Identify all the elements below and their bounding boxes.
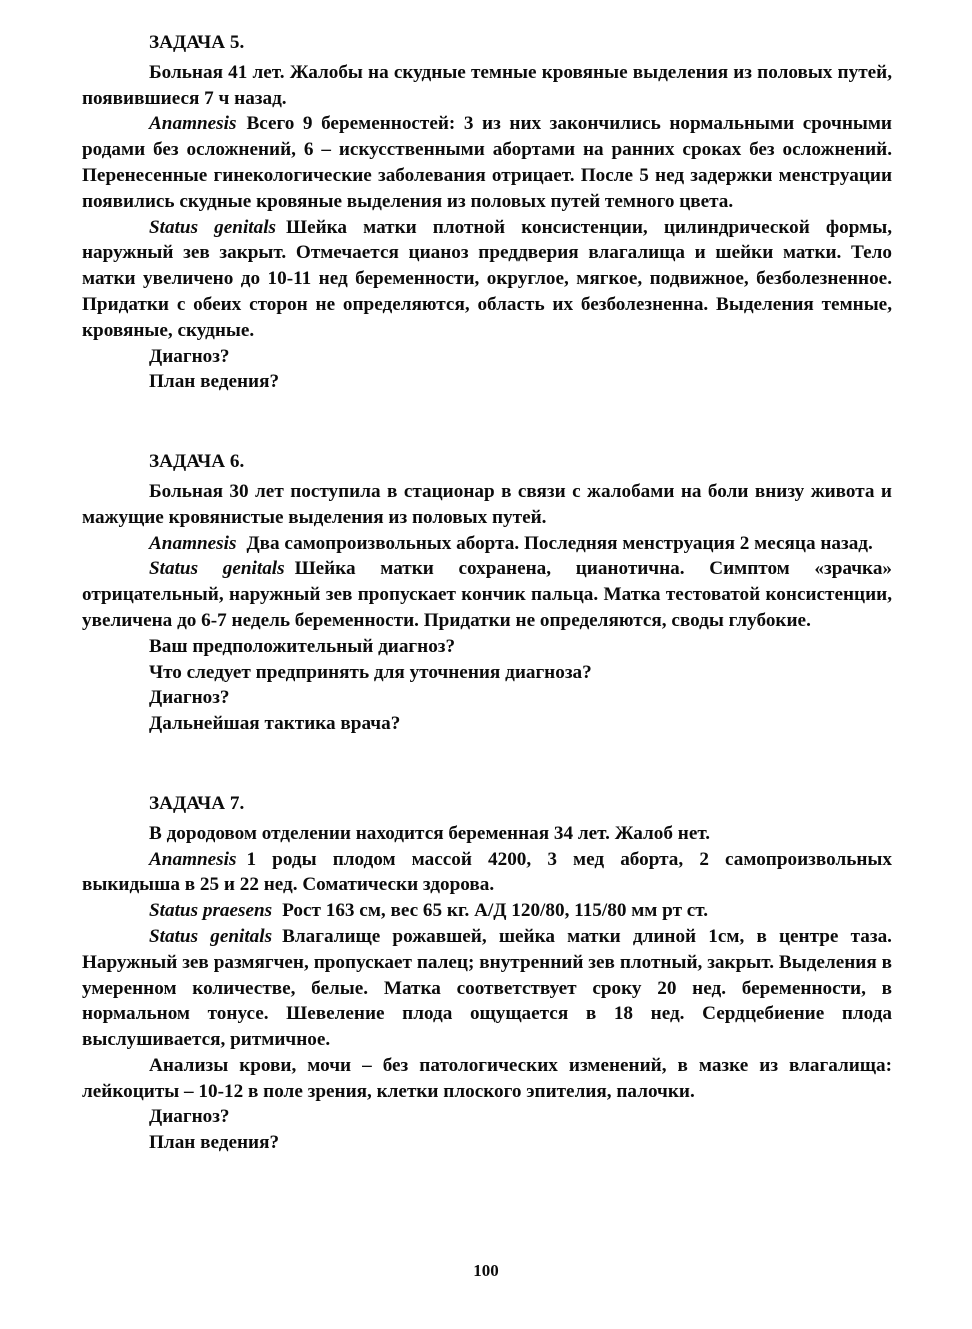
task-6 xyxy=(82,449,892,737)
task-anamnesis xyxy=(82,531,892,557)
task-question: Что следует предпринять для уточнения диагноза? xyxy=(149,661,592,683)
task-complaint xyxy=(82,479,892,531)
task-status-genitals xyxy=(82,924,892,1053)
task-question: План ведения? xyxy=(149,371,280,393)
task-question: Диагноз? xyxy=(149,1106,230,1128)
paragraph-text: Всего 9 беременностей: 3 из них закончились нормальными срочными родами без осложнений, 6 – искусственными абортами на ранних сроках без осложнений. Перенесенные гинекологические заболевания отрицает. После 5 нед задержки менструации появились скудные кровяные выделения из половых путей темного цвета. xyxy=(82,113,892,212)
paragraph-text: Рост 163 см, вес 65 кг. А/Д 120/80, 115/80 мм рт ст. xyxy=(282,900,709,922)
paragraph-text: Больная 41 лет. Жалобы на скудные темные кровяные выделения из половых путей, появившиеся 7 ч назад. xyxy=(82,61,892,109)
task-anamnesis xyxy=(82,111,892,214)
task-question: Диагноз? xyxy=(149,687,230,709)
task-question: Диагноз? xyxy=(149,345,230,367)
section-label: Status genitals xyxy=(149,216,277,238)
paragraph-text: Влагалище рожавшей, шейка матки длиной 1см, в центре таза. Наружный зев размягчен, пропускает палец; внутренний зев плотный, закрыт. Выделения в умеренном количестве, белые. Матка соответствует сроку 20 нед. беременности, в нормальном тонусе. Шевеление плода ощущается в 18 нед. Сердцебиение плода выслушивается, ритмичное. xyxy=(82,925,892,1051)
task-status-genitals xyxy=(82,556,892,633)
paragraph-text: Шейка матки сохранена, цианотична. Симптом «зрачка» отрицательный, наружный зев пропускает кончик пальца. Матка тестоватой консистенции, увеличена до 6-7 недель беременности. Придатки не определяются, своды глубокие. xyxy=(82,558,892,631)
task-status-praesens xyxy=(82,898,892,924)
task-anamnesis xyxy=(82,847,892,899)
task-status-genitals xyxy=(82,215,892,344)
paragraph-text: Шейка матки плотной консистенции, цилиндрической формы, наружный зев закрыт. Отмечается цианоз преддверия влагалища и шейки матки. Тело матки увеличено до 10-11 нед беременности, округлое, мягкое, подвижное, безболезненное. Придатки с обеих сторон не определяются, область их безболезненна. Выделения темные, кровяные, скудные. xyxy=(82,216,892,341)
section-label: Status genitals xyxy=(149,558,285,580)
paragraph-text: 1 роды плодом массой 4200, 3 мед аборта, 2 самопроизвольных выкидыша в 25 и 22 нед. Соматически здорова. xyxy=(82,848,892,896)
paragraph-text: Два самопроизвольных аборта. Последняя менструация 2 месяца назад. xyxy=(246,532,873,554)
task-7 xyxy=(82,791,892,1156)
task-complaint xyxy=(82,821,892,847)
section-label: Status genitals xyxy=(149,925,273,947)
task-title: ЗАДАЧА 5. xyxy=(149,32,245,53)
paragraph-text: Анализы крови, мочи – без патологических изменений, в мазке из влагалища: лейкоциты – 10-12 в поле зрения, клетки плоского эпителия, палочки. xyxy=(82,1054,892,1102)
task-lab-results xyxy=(82,1053,892,1105)
task-question: Ваш предположительный диагноз? xyxy=(149,635,456,657)
task-question: План ведения? xyxy=(149,1132,280,1154)
page-number: 100 xyxy=(473,1261,499,1280)
task-5 xyxy=(82,30,892,395)
task-question: Дальнейшая тактика врача? xyxy=(149,713,401,735)
section-label: Anamnesis xyxy=(149,532,237,554)
paragraph-text: Больная 30 лет поступила в стационар в связи с жалобами на боли внизу живота и мажущие кровянистые выделения из половых путей. xyxy=(82,480,892,528)
task-complaint xyxy=(82,60,892,112)
section-label: Anamnesis xyxy=(149,113,237,135)
document-page xyxy=(82,30,892,1156)
section-label: Status praesens xyxy=(149,900,273,922)
paragraph-text: В дородовом отделении находится беременная 34 лет. Жалоб нет. xyxy=(149,822,711,844)
task-title: ЗАДАЧА 6. xyxy=(149,451,245,473)
section-label: Anamnesis xyxy=(149,848,237,870)
task-title: ЗАДАЧА 7. xyxy=(149,792,245,814)
